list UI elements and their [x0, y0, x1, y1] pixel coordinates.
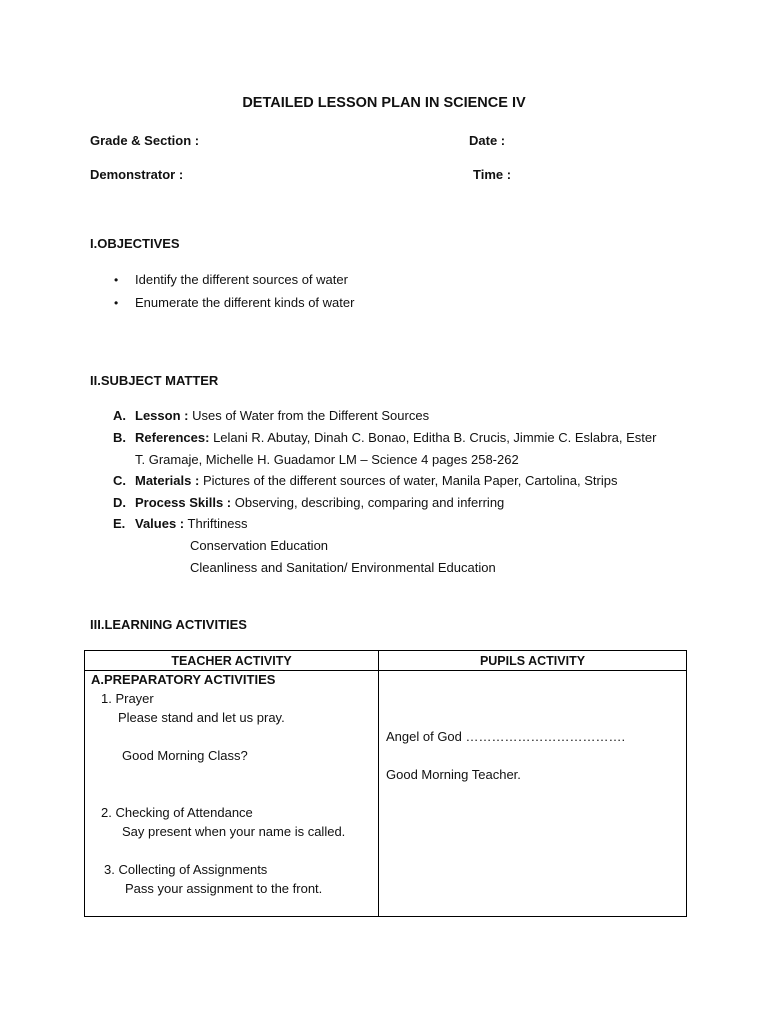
list-letter: C. [113, 473, 126, 488]
item-text-continued: T. Gramaje, Michelle H. Guadamor LM – Science 4 pages 258-262 [135, 452, 519, 467]
item-label: Process Skills : [135, 495, 232, 510]
list-letter: B. [113, 430, 126, 445]
subject-matter-heading: II.SUBJECT MATTER [90, 373, 219, 388]
assignments-title: 3. Collecting of Assignments [104, 862, 268, 877]
activities-table [84, 650, 687, 917]
greeting-line: Good Morning Class? [122, 748, 248, 763]
prayer-response: Angel of God ………………………………. [386, 729, 626, 744]
item-label: References: [135, 430, 210, 445]
list-item [135, 516, 248, 531]
document-title: DETAILED LESSON PLAN IN SCIENCE IV [242, 95, 526, 111]
value-item: Cleanliness and Sanitation/ Environmental Education [190, 560, 496, 575]
table-row [85, 671, 687, 917]
demonstrator-label: Demonstrator : [90, 167, 184, 182]
list-item [135, 495, 504, 510]
pupils-activity-header: PUPILS ACTIVITY [379, 651, 687, 671]
item-text: Uses of Water from the Different Sources [192, 408, 430, 423]
objective-item: Enumerate the different kinds of water [135, 295, 355, 310]
objectives-heading: I.OBJECTIVES [90, 236, 180, 251]
date-label: Date : [469, 133, 506, 148]
teacher-activity-cell [85, 671, 379, 917]
value-item: Conservation Education [190, 538, 329, 553]
attendance-title: 2. Checking of Attendance [101, 805, 253, 820]
item-text: Pictures of the different sources of water, Manila Paper, Cartolina, Strips [202, 473, 618, 488]
item-label: Values : [135, 516, 185, 531]
learning-activities-heading: III.LEARNING ACTIVITIES [90, 617, 247, 632]
grade-section-label: Grade & Section : [90, 133, 200, 148]
item-text: Lelani R. Abutay, Dinah C. Bonao, Editha B. Crucis, Jimmie C. Eslabra, Ester [213, 430, 657, 445]
table-header-row [85, 651, 687, 671]
objective-item: Identify the different sources of water [135, 272, 348, 287]
time-label: Time : [473, 167, 512, 182]
list-item [135, 430, 656, 445]
prayer-line: Please stand and let us pray. [118, 710, 285, 725]
bullet-icon: • [114, 296, 119, 310]
item-label: Materials : [135, 473, 200, 488]
list-item [135, 473, 617, 488]
bullet-icon: • [114, 273, 119, 287]
item-text: Observing, describing, comparing and inferring [234, 495, 505, 510]
greeting-response: Good Morning Teacher. [386, 767, 521, 782]
list-letter: E. [113, 516, 126, 531]
attendance-line: Say present when your name is called. [122, 824, 346, 839]
list-letter: D. [113, 495, 126, 510]
list-item [135, 408, 429, 423]
item-label: Lesson : [135, 408, 189, 423]
list-letter: A. [113, 408, 126, 423]
pupils-activity-cell [379, 671, 687, 917]
preparatory-activities-heading: A.PREPARATORY ACTIVITIES [91, 672, 276, 687]
prayer-title: 1. Prayer [101, 691, 154, 706]
teacher-activity-header: TEACHER ACTIVITY [85, 651, 379, 671]
item-text: Thriftiness [187, 516, 248, 531]
assignments-line: Pass your assignment to the front. [125, 881, 323, 896]
